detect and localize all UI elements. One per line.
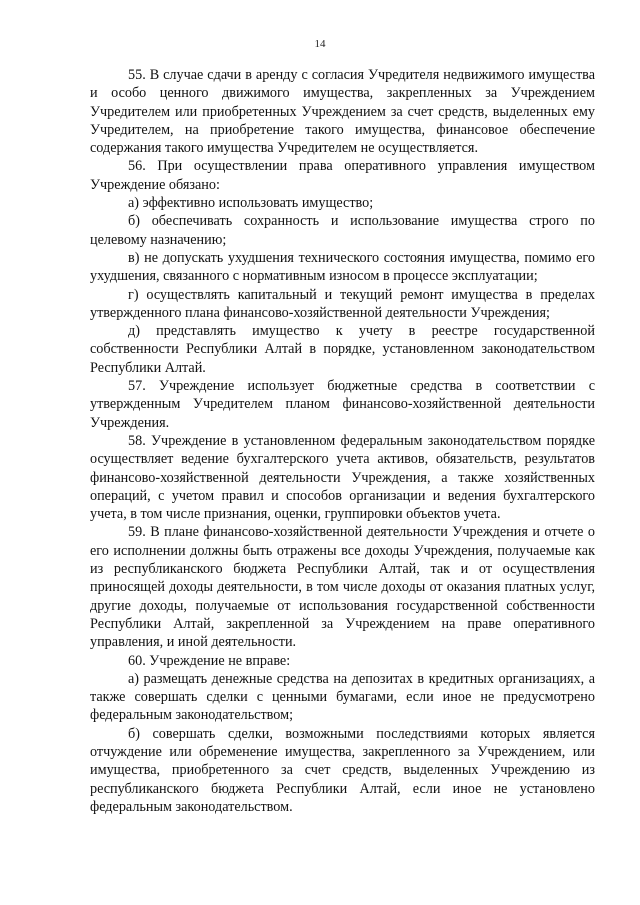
list-item-60b: б) совершать сделки, возможными последствиями которых является отчуждение или обременение имущества, закрепленного за Учреждением, или имущества, приобретенного за счет средств, выделенных Учреждению из республиканского бюджета Республики Алтай, если иное не установлено федеральным законодательством. bbox=[90, 725, 595, 815]
paragraph-59: 59. В плане финансово-хозяйственной деятельности Учреждения и отчете о его исполнении должны быть отражены все доходы Учреждения, получаемые как из республиканского бюджета Республики Алтай, так и от осуществления приносящей доходы деятельности, в том числе доходы от оказания платных услуг, другие доходы, получаемые от использования государственной собственности Республики Алтай, закрепленной за Учреждением на праве оперативного управления, и иной деятельности. bbox=[90, 524, 595, 651]
paragraph-60: 60. Учреждение не вправе: bbox=[128, 652, 291, 669]
list-item-56a: а) эффективно использовать имущество; bbox=[128, 195, 374, 212]
list-item-56c: в) не допускать ухудшения технического состояния имущества, помимо его ухудшения, связанного с нормативным износом в процессе эксплуатации; bbox=[90, 249, 595, 285]
page-number: 14 bbox=[314, 38, 326, 50]
list-item-56e: д) представлять имущество к учету в реестре государственной собственности Республики Алтай в порядке, установленном законодательством Республики Алтай. bbox=[90, 323, 595, 376]
paragraph-55: 55. В случае сдачи в аренду с согласия Учредителя недвижимого имущества и особо ценного движимого имущества, закрепленных за Учреждением Учредителем или приобретенных Учреждением за счет средств, выделенных ему Учредителем, на приобретение такого имущества, финансовое обеспечение содержания такого имущества Учредителем не осуществляется. bbox=[90, 67, 595, 157]
paragraph-57: 57. Учреждение использует бюджетные средства в соответствии с утвержденным Учредителем планом финансово-хозяйственной деятельности Учреждения. bbox=[90, 378, 595, 431]
list-item-56d: г) осуществлять капитальный и текущий ремонт имущества в пределах утвержденного плана финансово-хозяйственной деятельности Учреждения; bbox=[90, 286, 595, 321]
paragraph-58: 58. Учреждение в установленном федеральным законодательством порядке осуществляет ведение бухгалтерского учета активов, обязательств, результатов финансово-хозяйственной деятельности Учреждения, а также хозяйственных операций, с учетом правил и способов организации и ведения бухгалтерского учета, в том числе признания, оценки, группировки объектов учета. bbox=[90, 432, 595, 523]
paragraph-56: 56. При осуществлении права оперативного управления имуществом Учреждение обязано: bbox=[90, 158, 595, 193]
list-item-56b: б) обеспечивать сохранность и использование имущества строго по целевому назначению; bbox=[90, 213, 595, 248]
document-body bbox=[90, 66, 595, 816]
list-item-60a: а) размещать денежные средства на депозитах в кредитных организациях, а также совершать сделки с ценными бумагами, если иное не предусмотрено федеральным законодательством; bbox=[90, 670, 595, 724]
